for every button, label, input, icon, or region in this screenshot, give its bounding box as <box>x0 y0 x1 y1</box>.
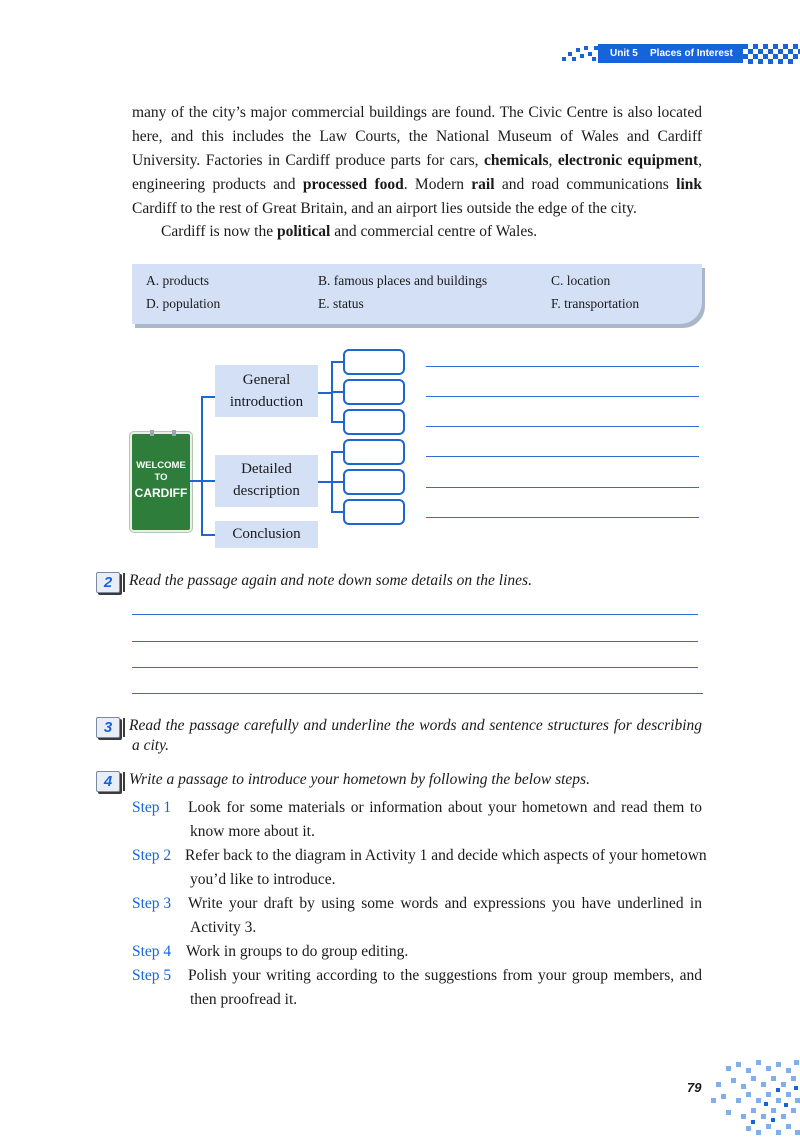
tree-connector <box>331 421 343 423</box>
text-segment: here, and this includes the Law Courts, the National Museum of Wales and Cardiff <box>132 128 702 145</box>
task-number-2: 2 <box>96 572 120 593</box>
step-2-text-line-2: you’d like to introduce. <box>190 871 336 888</box>
node-general-line-2: introduction <box>229 394 304 410</box>
step-3-label: Step 3 <box>132 895 172 912</box>
task-number-3: 3 <box>96 717 120 738</box>
node-general-line-1: General <box>242 372 291 388</box>
step-1-text-line-2: know more about it. <box>190 823 315 840</box>
step-2-label: Step 2 <box>132 847 172 864</box>
passage-line <box>132 101 702 125</box>
tree-connector <box>318 481 332 483</box>
answer-box[interactable] <box>343 379 405 405</box>
option-b: B. famous places and buildings <box>318 273 488 288</box>
option-e: E. status <box>318 296 364 311</box>
bold-keyword: electronic equipment <box>557 152 699 169</box>
option-a: A. products <box>146 273 209 288</box>
page-number: 79 <box>687 1080 702 1095</box>
header-checker-pattern <box>562 44 602 64</box>
sign-post-top <box>172 430 176 436</box>
bold-keyword: chemicals <box>483 152 549 169</box>
answer-line[interactable] <box>426 426 699 427</box>
step-4-text-line-1: Work in groups to do group editing. <box>186 943 409 960</box>
option-d: D. population <box>146 296 221 311</box>
text-segment: and commercial centre of Wales. <box>330 223 538 240</box>
bold-keyword: political <box>276 223 331 240</box>
text-segment: Cardiff is now the <box>161 223 277 240</box>
step-4-label: Step 4 <box>132 943 172 960</box>
note-line[interactable] <box>132 693 703 694</box>
corner-checker-pattern <box>706 1058 800 1138</box>
passage <box>132 101 702 221</box>
answer-line[interactable] <box>426 456 699 457</box>
text-segment: , <box>698 152 703 169</box>
text-segment: and road communications <box>494 176 677 193</box>
step-5-text-line-2: then proofread it. <box>190 991 298 1008</box>
step-2-text-line-1: Refer back to the diagram in Activity 1 and decide which aspects of your hometown <box>185 847 707 864</box>
passage-line <box>132 125 702 149</box>
unit-label: Unit 5 <box>610 48 638 59</box>
bold-keyword: rail <box>471 176 495 193</box>
answer-box[interactable] <box>343 349 405 375</box>
passage-line <box>132 149 702 173</box>
header-checker-right <box>743 44 800 64</box>
answer-line[interactable] <box>426 487 699 488</box>
answer-box[interactable] <box>343 499 405 525</box>
step-5-text-line-1: Polish your writing according to the suggestions from your group members, and <box>188 967 702 984</box>
bold-keyword: processed food <box>302 176 404 193</box>
unit-title: Places of Interest <box>650 48 733 59</box>
options-box <box>132 264 702 324</box>
sign-line-3: CARDIFF <box>134 486 188 500</box>
tree-connector <box>201 396 203 536</box>
task-number-4: 4 <box>96 771 120 792</box>
sign-line-2: TO <box>154 472 168 483</box>
step-3-text-line-2: Activity 3. <box>190 919 257 936</box>
task-3-instruction-line-2: a city. <box>132 737 170 754</box>
tree-connector <box>318 392 332 394</box>
tree-connector <box>331 361 343 363</box>
text-segment: engineering products and <box>132 176 303 193</box>
step-1-label: Step 1 <box>132 799 172 816</box>
passage-line <box>132 197 702 221</box>
passage-last-paragraph <box>161 220 701 244</box>
task-4-instruction: Write a passage to introduce your hometown by following the below steps. <box>129 771 590 788</box>
passage-last-line <box>161 223 537 240</box>
tree-connector <box>331 451 343 453</box>
option-f: F. transportation <box>551 296 640 311</box>
node-detailed-line-1: Detailed <box>241 461 292 477</box>
answer-line[interactable] <box>426 517 699 518</box>
welcome-to-cardiff-sign <box>130 432 192 532</box>
answer-box[interactable] <box>343 469 405 495</box>
step-1-text-line-1: Look for some materials or information about your hometown and read them to <box>188 799 702 816</box>
task-3-instruction-line-1: Read the passage carefully and underline the words and sentence structures for describing <box>129 717 702 734</box>
text-segment: Cardiff to the rest of Great Britain, and an airport lies outside the edge of the city. <box>132 200 637 217</box>
answer-box[interactable] <box>343 439 405 465</box>
step-5-label: Step 5 <box>132 967 172 984</box>
tree-connector <box>201 534 215 536</box>
node-detailed-line-2: description <box>233 483 300 499</box>
sign-post-top <box>150 430 154 436</box>
tree-connector <box>331 511 343 513</box>
sign-line-1: WELCOME <box>136 460 186 471</box>
text-segment: University. Factories in Cardiff produce parts for cars, <box>132 152 484 169</box>
answer-line[interactable] <box>426 396 699 397</box>
note-line[interactable] <box>132 667 698 668</box>
tree-connector <box>331 391 343 393</box>
tree-connector <box>201 480 215 482</box>
step-3-text-line-1: Write your draft by using some words and expressions you have underlined in <box>188 895 702 912</box>
node-conclusion: Conclusion <box>215 521 318 548</box>
answer-line[interactable] <box>426 366 699 367</box>
answer-box[interactable] <box>343 409 405 435</box>
node-general-introduction <box>215 365 318 417</box>
tree-connector <box>201 396 215 398</box>
passage-line <box>132 173 702 197</box>
text-segment: , <box>548 152 558 169</box>
note-line[interactable] <box>132 614 698 615</box>
option-c: C. location <box>551 273 611 288</box>
bold-keyword: link <box>676 176 702 193</box>
unit-header <box>598 44 743 63</box>
task-2-instruction: Read the passage again and note down some details on the lines. <box>129 572 532 589</box>
tree-connector <box>331 481 343 483</box>
node-detailed-description <box>215 455 318 507</box>
text-segment: many of the city’s major commercial buildings are found. The Civic Centre is also located <box>132 104 702 121</box>
note-line[interactable] <box>132 641 698 642</box>
text-segment: . Modern <box>403 176 472 193</box>
